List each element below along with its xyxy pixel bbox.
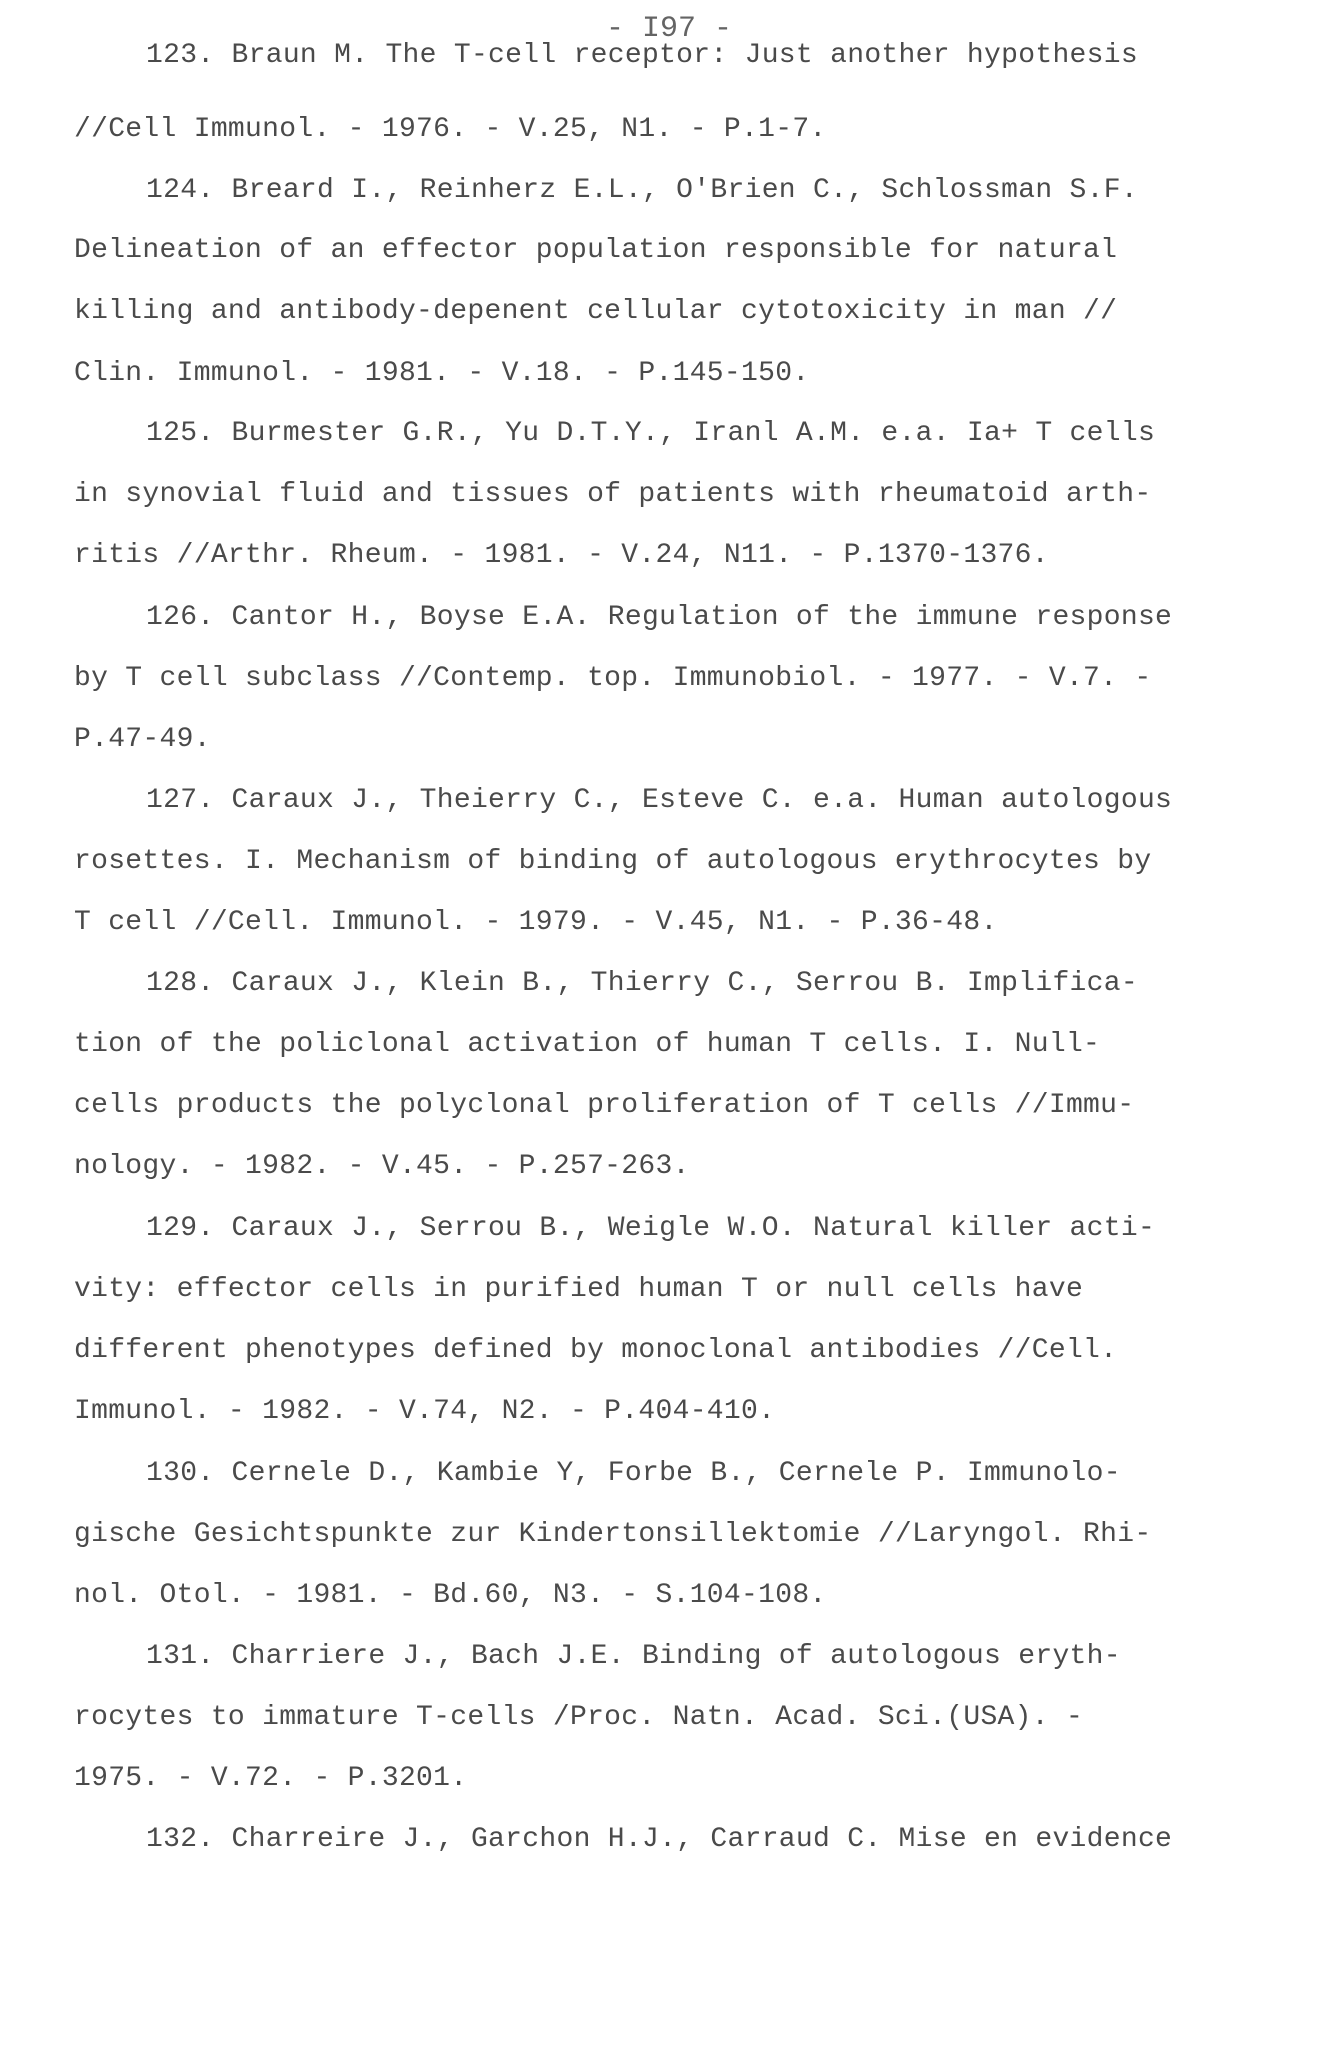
- reference-line: killing and antibody-depenent cellular cytotoxicity in man //: [74, 296, 1118, 327]
- reference-line: T cell //Cell. Immunol. - 1979. - V.45, N1. - P.36-48.: [74, 907, 998, 938]
- reference-line: 128. Caraux J., Klein B., Thierry C., Serrou B. Implifica-: [146, 968, 1138, 999]
- reference-line: rocytes to immature T-cells /Proc. Natn. Acad. Sci.(USA). -: [74, 1702, 1084, 1733]
- reference-line: P.47-49.: [74, 724, 211, 755]
- reference-line: Immunol. - 1982. - V.74, N2. - P.404-410.: [74, 1396, 776, 1427]
- reference-line: 124. Breard I., Reinherz E.L., O'Brien C., Schlossman S.F.: [146, 175, 1138, 206]
- reference-line: ritis //Arthr. Rheum. - 1981. - V.24, N11. - P.1370-1376.: [74, 540, 1049, 571]
- reference-line: cells products the polyclonal proliferation of T cells //Immu-: [74, 1090, 1135, 1121]
- reference-line: different phenotypes defined by monoclonal antibodies //Cell.: [74, 1335, 1118, 1366]
- reference-line: 130. Cernele D., Kambie Y, Forbe B., Cernele P. Immunolo-: [146, 1458, 1121, 1489]
- reference-line: nol. Otol. - 1981. - Bd.60, N3. - S.104-108.: [74, 1580, 827, 1611]
- reference-line: in synovial fluid and tissues of patients with rheumatoid arth-: [74, 479, 1152, 510]
- reference-line: //Cell Immunol. - 1976. - V.25, N1. - P.1-7.: [74, 114, 827, 145]
- reference-line: 127. Caraux J., Theierry C., Esteve C. e.a. Human autologous: [146, 785, 1173, 816]
- page-number: - I97 -: [605, 12, 733, 46]
- reference-line: 126. Cantor H., Boyse E.A. Regulation of the immune response: [146, 602, 1173, 633]
- reference-line: 1975. - V.72. - P.3201.: [74, 1763, 468, 1794]
- reference-line: 125. Burmester G.R., Yu D.T.Y., Iranl A.M. e.a. Ia+ T cells: [146, 418, 1156, 449]
- reference-line: Clin. Immunol. - 1981. - V.18. - P.145-150.: [74, 358, 810, 389]
- reference-line: Delineation of an effector population responsible for natural: [74, 235, 1118, 266]
- reference-line: gische Gesichtspunkte zur Kindertonsillektomie //Laryngol. Rhi-: [74, 1519, 1152, 1550]
- reference-line: nology. - 1982. - V.45. - P.257-263.: [74, 1151, 690, 1182]
- reference-line: 132. Charreire J., Garchon H.J., Carraud C. Mise en evidence: [146, 1824, 1173, 1855]
- reference-line: 123. Braun M. The T-cell receptor: Just another hypothesis: [146, 40, 1138, 71]
- reference-line: rosettes. I. Mechanism of binding of autologous erythrocytes by: [74, 846, 1152, 877]
- reference-line: by T cell subclass //Contemp. top. Immunobiol. - 1977. - V.7. -: [74, 663, 1152, 694]
- reference-line: 129. Caraux J., Serrou B., Weigle W.O. Natural killer acti-: [146, 1213, 1156, 1244]
- reference-line: vity: effector cells in purified human T or null cells have: [74, 1274, 1084, 1305]
- reference-line: tion of the policlonal activation of human T cells. I. Null-: [74, 1029, 1101, 1060]
- reference-line: 131. Charriere J., Bach J.E. Binding of autologous eryth-: [146, 1641, 1121, 1672]
